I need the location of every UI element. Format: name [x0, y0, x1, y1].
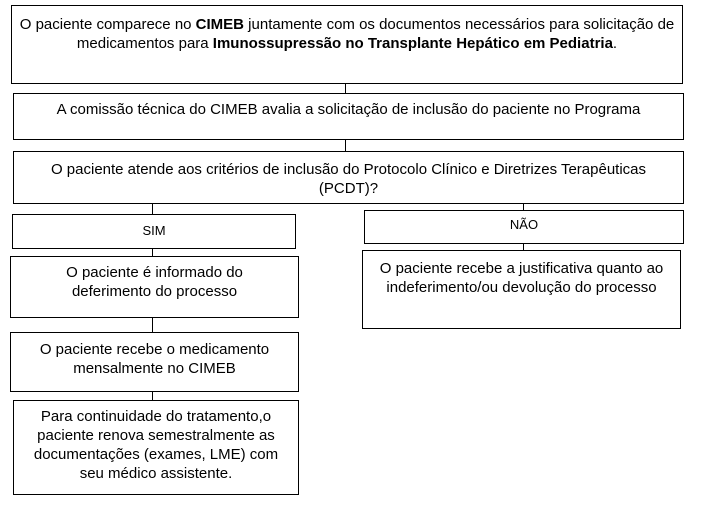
yes-step-renewal-box [13, 400, 299, 495]
no-label-box [364, 210, 684, 244]
no-step-justification-text: O paciente recebe a justificativa quanto ao indeferimento/ou devolução do processo [379, 260, 664, 296]
connector-yes1-yes2 [152, 317, 153, 333]
step-arrival-box [11, 5, 683, 84]
yes-step-informed-text: O paciente é informado do deferimento do processo [66, 264, 243, 300]
step-criteria-question-box [13, 151, 684, 204]
yes-step-medication-box [10, 332, 299, 392]
yes-label-box [12, 214, 296, 249]
step-arrival-text-1: O paciente comparece no [19, 16, 196, 33]
step-criteria-question-text: O paciente atende aos critérios de inclusão do Protocolo Clínico e Diretrizes Terapêuticas (PCDT)? [50, 161, 647, 197]
step-arrival-bold-program: Imunossupressão no Transplante Hepático em Pediatria [212, 35, 613, 52]
yes-step-informed-box [10, 256, 299, 318]
step-evaluation-box [13, 93, 684, 140]
yes-step-renewal-text: Para continuidade do tratamento,o paciente renova semestralmente as documentações (exames, LME) com seu médico assistente. [33, 408, 279, 482]
step-arrival-text-3: . [612, 35, 618, 52]
no-step-justification-box [362, 250, 681, 329]
step-arrival-text-2: juntamente com os documentos necessários para solicitação de medicamentos para [76, 16, 675, 52]
step-evaluation-text: A comissão técnica do CIMEB avalia a solicitação de inclusão do paciente no Programa [56, 101, 641, 118]
yes-label: SIM [142, 223, 166, 238]
no-label: NÃO [509, 217, 539, 232]
step-arrival-bold-cimeb: CIMEB [195, 16, 245, 33]
yes-step-medication-text: O paciente recebe o medicamento mensalmente no CIMEB [39, 341, 270, 377]
